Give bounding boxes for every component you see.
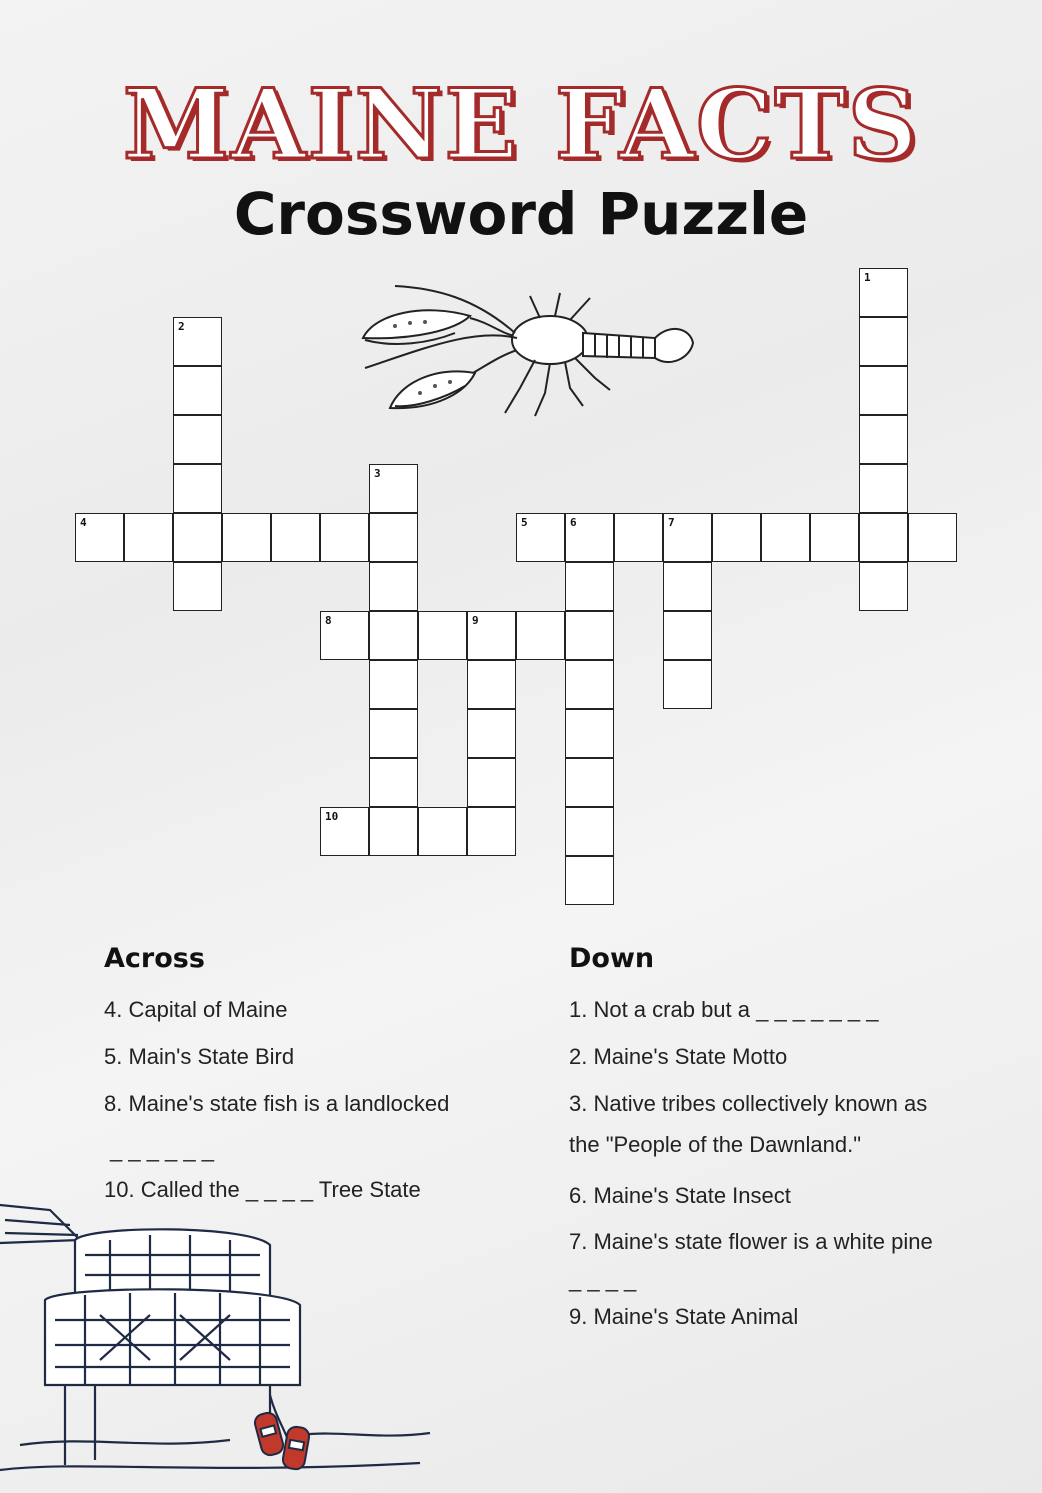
grid-cell[interactable]: [859, 464, 908, 513]
across-clue: 4. Capital of Maine: [104, 997, 288, 1022]
grid-cell[interactable]: [369, 660, 418, 709]
grid-cell[interactable]: [467, 758, 516, 807]
down-heading: Down: [569, 943, 655, 974]
clue-number: 10: [325, 810, 339, 823]
grid-cell[interactable]: [369, 611, 418, 660]
grid-cell[interactable]: [271, 513, 320, 562]
grid-cell[interactable]: [369, 807, 418, 856]
down-clue-continuation: _ _ _ _: [569, 1267, 637, 1292]
across-clue: 10. Called the _ _ _ _ Tree State: [104, 1177, 421, 1202]
grid-cell[interactable]: [565, 807, 614, 856]
grid-cell[interactable]: [859, 513, 908, 562]
clue-number: 6: [570, 516, 577, 529]
puzzle-subtitle: Crossword Puzzle: [233, 180, 809, 248]
grid-cell[interactable]: [222, 513, 271, 562]
grid-cell[interactable]: [173, 464, 222, 513]
grid-cell[interactable]: [173, 513, 222, 562]
grid-cell[interactable]: [565, 513, 614, 562]
clue-number: 7: [668, 516, 675, 529]
grid-cell[interactable]: [369, 562, 418, 611]
grid-cell[interactable]: [859, 366, 908, 415]
grid-cell[interactable]: [565, 709, 614, 758]
grid-cell[interactable]: [663, 660, 712, 709]
grid-cell[interactable]: [614, 513, 663, 562]
grid-cell[interactable]: [467, 807, 516, 856]
grid-cell[interactable]: [908, 513, 957, 562]
grid-cell[interactable]: [369, 464, 418, 513]
grid-cell[interactable]: [124, 513, 173, 562]
grid-cell[interactable]: [663, 513, 712, 562]
grid-cell[interactable]: [565, 758, 614, 807]
down-clue: 3. Native tribes collectively known as: [569, 1091, 928, 1116]
down-clue: 6. Maine's State Insect: [569, 1183, 791, 1208]
across-heading: Across: [104, 943, 205, 974]
grid-cell[interactable]: [75, 513, 124, 562]
grid-cell[interactable]: [859, 317, 908, 366]
grid-cell[interactable]: [565, 611, 614, 660]
across-clue: 5. Main's State Bird: [104, 1044, 295, 1069]
grid-cell[interactable]: [565, 856, 614, 905]
down-clue-continuation: the "People of the Dawnland.": [569, 1132, 862, 1157]
grid-cell[interactable]: [173, 366, 222, 415]
across-clue-continuation: _ _ _ _ _ _: [110, 1137, 214, 1162]
clue-number: 3: [374, 467, 381, 480]
grid-cell[interactable]: [369, 513, 418, 562]
grid-cell[interactable]: [516, 611, 565, 660]
grid-cell[interactable]: [712, 513, 761, 562]
clue-number: 4: [80, 516, 87, 529]
grid-cell[interactable]: [516, 513, 565, 562]
lobster-traps-illustration: [0, 1195, 440, 1485]
grid-cell[interactable]: [761, 513, 810, 562]
clue-number: 1: [864, 271, 871, 284]
grid-cell[interactable]: [320, 807, 369, 856]
grid-cell[interactable]: [173, 317, 222, 366]
grid-cell[interactable]: [810, 513, 859, 562]
grid-cell[interactable]: [320, 611, 369, 660]
grid-cell[interactable]: [859, 415, 908, 464]
grid-cell[interactable]: [369, 709, 418, 758]
grid-cell[interactable]: [320, 513, 369, 562]
down-clue: 1. Not a crab but a _ _ _ _ _ _ _: [569, 997, 879, 1022]
grid-cell[interactable]: [369, 758, 418, 807]
grid-cell[interactable]: [467, 660, 516, 709]
puzzle-title: MAINE FACTS: [122, 68, 920, 181]
clue-number: 8: [325, 614, 332, 627]
grid-cell[interactable]: [565, 660, 614, 709]
grid-cell[interactable]: [663, 562, 712, 611]
down-clue: 2. Maine's State Motto: [569, 1044, 788, 1069]
grid-cell[interactable]: [418, 611, 467, 660]
grid-cell[interactable]: [859, 268, 908, 317]
grid-cell[interactable]: [173, 562, 222, 611]
clue-number: 2: [178, 320, 185, 333]
down-clue: 9. Maine's State Animal: [569, 1304, 799, 1329]
across-clue: 8. Maine's state fish is a landlocked: [104, 1091, 450, 1116]
grid-cell[interactable]: [663, 611, 712, 660]
clue-number: 9: [472, 614, 479, 627]
grid-cell[interactable]: [467, 709, 516, 758]
grid-cell[interactable]: [418, 807, 467, 856]
grid-cell[interactable]: [565, 562, 614, 611]
grid-cell[interactable]: [859, 562, 908, 611]
grid-cell[interactable]: [173, 415, 222, 464]
clue-number: 5: [521, 516, 528, 529]
down-clue: 7. Maine's state flower is a white pine: [569, 1229, 933, 1254]
grid-cell[interactable]: [467, 611, 516, 660]
